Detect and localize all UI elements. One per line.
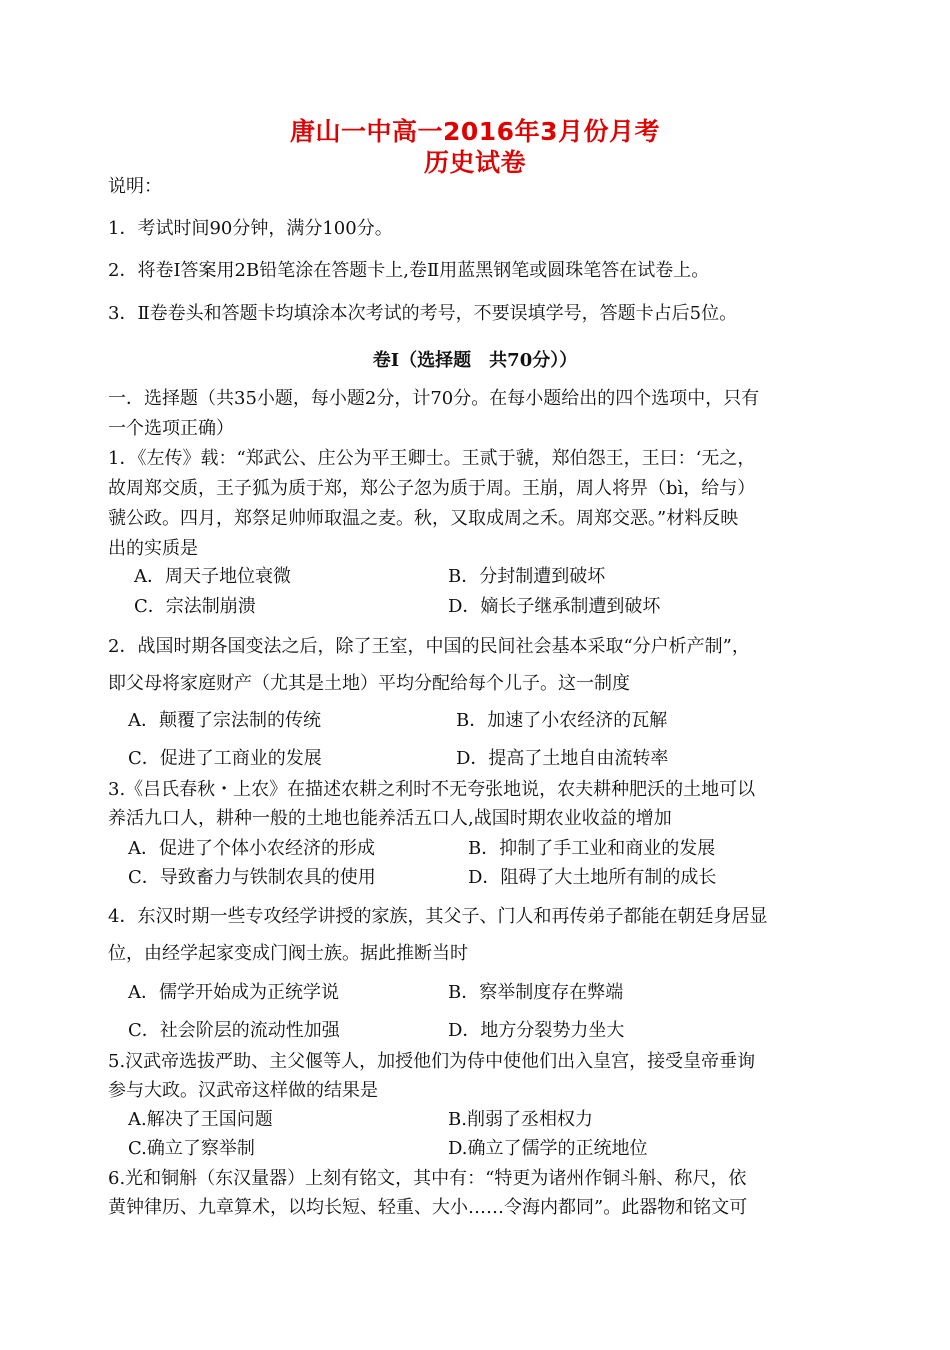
question-5-option-b: B.削弱了丞相权力 (448, 1109, 593, 1130)
question-2-option-a: A．颠覆了宗法制的传统 (128, 710, 321, 731)
note-item: 3．Ⅱ卷卷头和答题卡均填涂本次考试的考号，不要误填学号，答题卡占后5位。 (108, 303, 738, 324)
question-2-option-d: D．提高了土地自由流转率 (456, 748, 669, 769)
question-3-option-a: A．促进了个体小农经济的形成 (128, 838, 375, 859)
question-4-text: 位，由经学起家变成门阀士族。据此推断当时 (108, 943, 468, 964)
question-5-text: 5.汉武帝选拔严助、主父偃等人，加授他们为侍中使他们出入皇宫，接受皇帝垂询 (108, 1051, 756, 1072)
exam-subtitle: 历史试卷 (423, 148, 526, 177)
question-1-option-b: B．分封制遭到破坏 (448, 566, 606, 587)
question-2-text: 2．战国时期各国变法之后，除了王室，中国的民间社会基本采取“分户析产制”， (108, 636, 750, 657)
question-5-option-a: A.解决了王国问题 (128, 1109, 273, 1130)
question-1-text: 虢公政。四月，郑祭足帅师取温之麦。秋，又取成周之禾。周郑交恶。”材料反映 (108, 508, 739, 529)
exam-title: 唐山一中高一2016年3月份月考 (290, 117, 660, 146)
question-4-option-d: D．地方分裂势力坐大 (448, 1020, 625, 1041)
question-4-option-a: A．儒学开始成为正统学说 (128, 982, 339, 1003)
question-4-option-b: B．察举制度存在弊端 (448, 982, 624, 1003)
question-3-text: 养活九口人，耕种一般的土地也能养活五口人,战国时期农业收益的增加 (108, 808, 672, 829)
section-intro: 一．选择题（共35小题，每小题2分，计70分。在每小题给出的四个选项中，只有 (108, 388, 760, 409)
question-1-option-c: C．宗法制崩溃 (134, 596, 256, 617)
question-2-option-b: B．加速了小农经济的瓦解 (456, 710, 668, 731)
question-1-text: 出的实质是 (108, 538, 198, 559)
question-5-option-d: D.确立了儒学的正统地位 (448, 1138, 648, 1159)
section-heading: 卷Ⅰ（选择题 共70分）） (372, 350, 578, 371)
question-4-option-c: C．社会阶层的流动性加强 (128, 1020, 340, 1041)
question-1-option-a: A．周天子地位衰微 (134, 566, 291, 587)
question-3-option-b: B．抑制了手工业和商业的发展 (468, 838, 716, 859)
question-6-text: 6.光和铜斛（东汉量器）上刻有铭文，其中有：“特更为诸州作铜斗斛、称尺，依 (108, 1168, 747, 1189)
question-5-text: 参与大政。汉武帝这样做的结果是 (108, 1080, 378, 1101)
question-1-text: 1．《左传》载：“郑武公、庄公为平王卿士。王贰于虢，郑伯怨王，王曰：‘无之， (108, 448, 756, 469)
question-3-option-d: D．阻碍了大土地所有制的成长 (468, 867, 717, 888)
question-4-text: 4．东汉时期一些专攻经学讲授的家族，其父子、门人和再传弟子都能在朝廷身居显 (108, 906, 768, 927)
question-3-text: 3.《吕氏春秋・上农》在描述农耕之利时不无夸张地说，农夫耕种肥沃的土地可以 (108, 779, 756, 800)
question-5-option-c: C.确立了察举制 (128, 1138, 255, 1159)
question-1-option-d: D．嫡长子继承制遭到破坏 (448, 596, 661, 617)
question-6-text: 黄钟律历、九章算术，以均长短、轻重、大小……令海内都同”。此器物和铭文可 (108, 1197, 748, 1218)
section-intro: 一个选项正确） (108, 418, 234, 439)
question-2-option-c: C．促进了工商业的发展 (128, 748, 322, 769)
question-2-text: 即父母将家庭财产（尤其是土地）平均分配给每个儿子。这一制度 (108, 673, 630, 694)
note-item: 2．将卷Ⅰ答案用2B铅笔涂在答题卡上,卷Ⅱ用蓝黑钢笔或圆珠笔答在试卷上。 (108, 260, 710, 281)
notes-heading: 说明： (108, 176, 162, 197)
question-3-option-c: C．导致畜力与铁制农具的使用 (128, 867, 376, 888)
note-item: 1．考试时间90分钟，满分100分。 (108, 218, 393, 239)
question-1-text: 故周郑交质，王子狐为质于郑，郑公子忽为质于周。王崩，周人将畀（bì，给与） (108, 478, 756, 499)
